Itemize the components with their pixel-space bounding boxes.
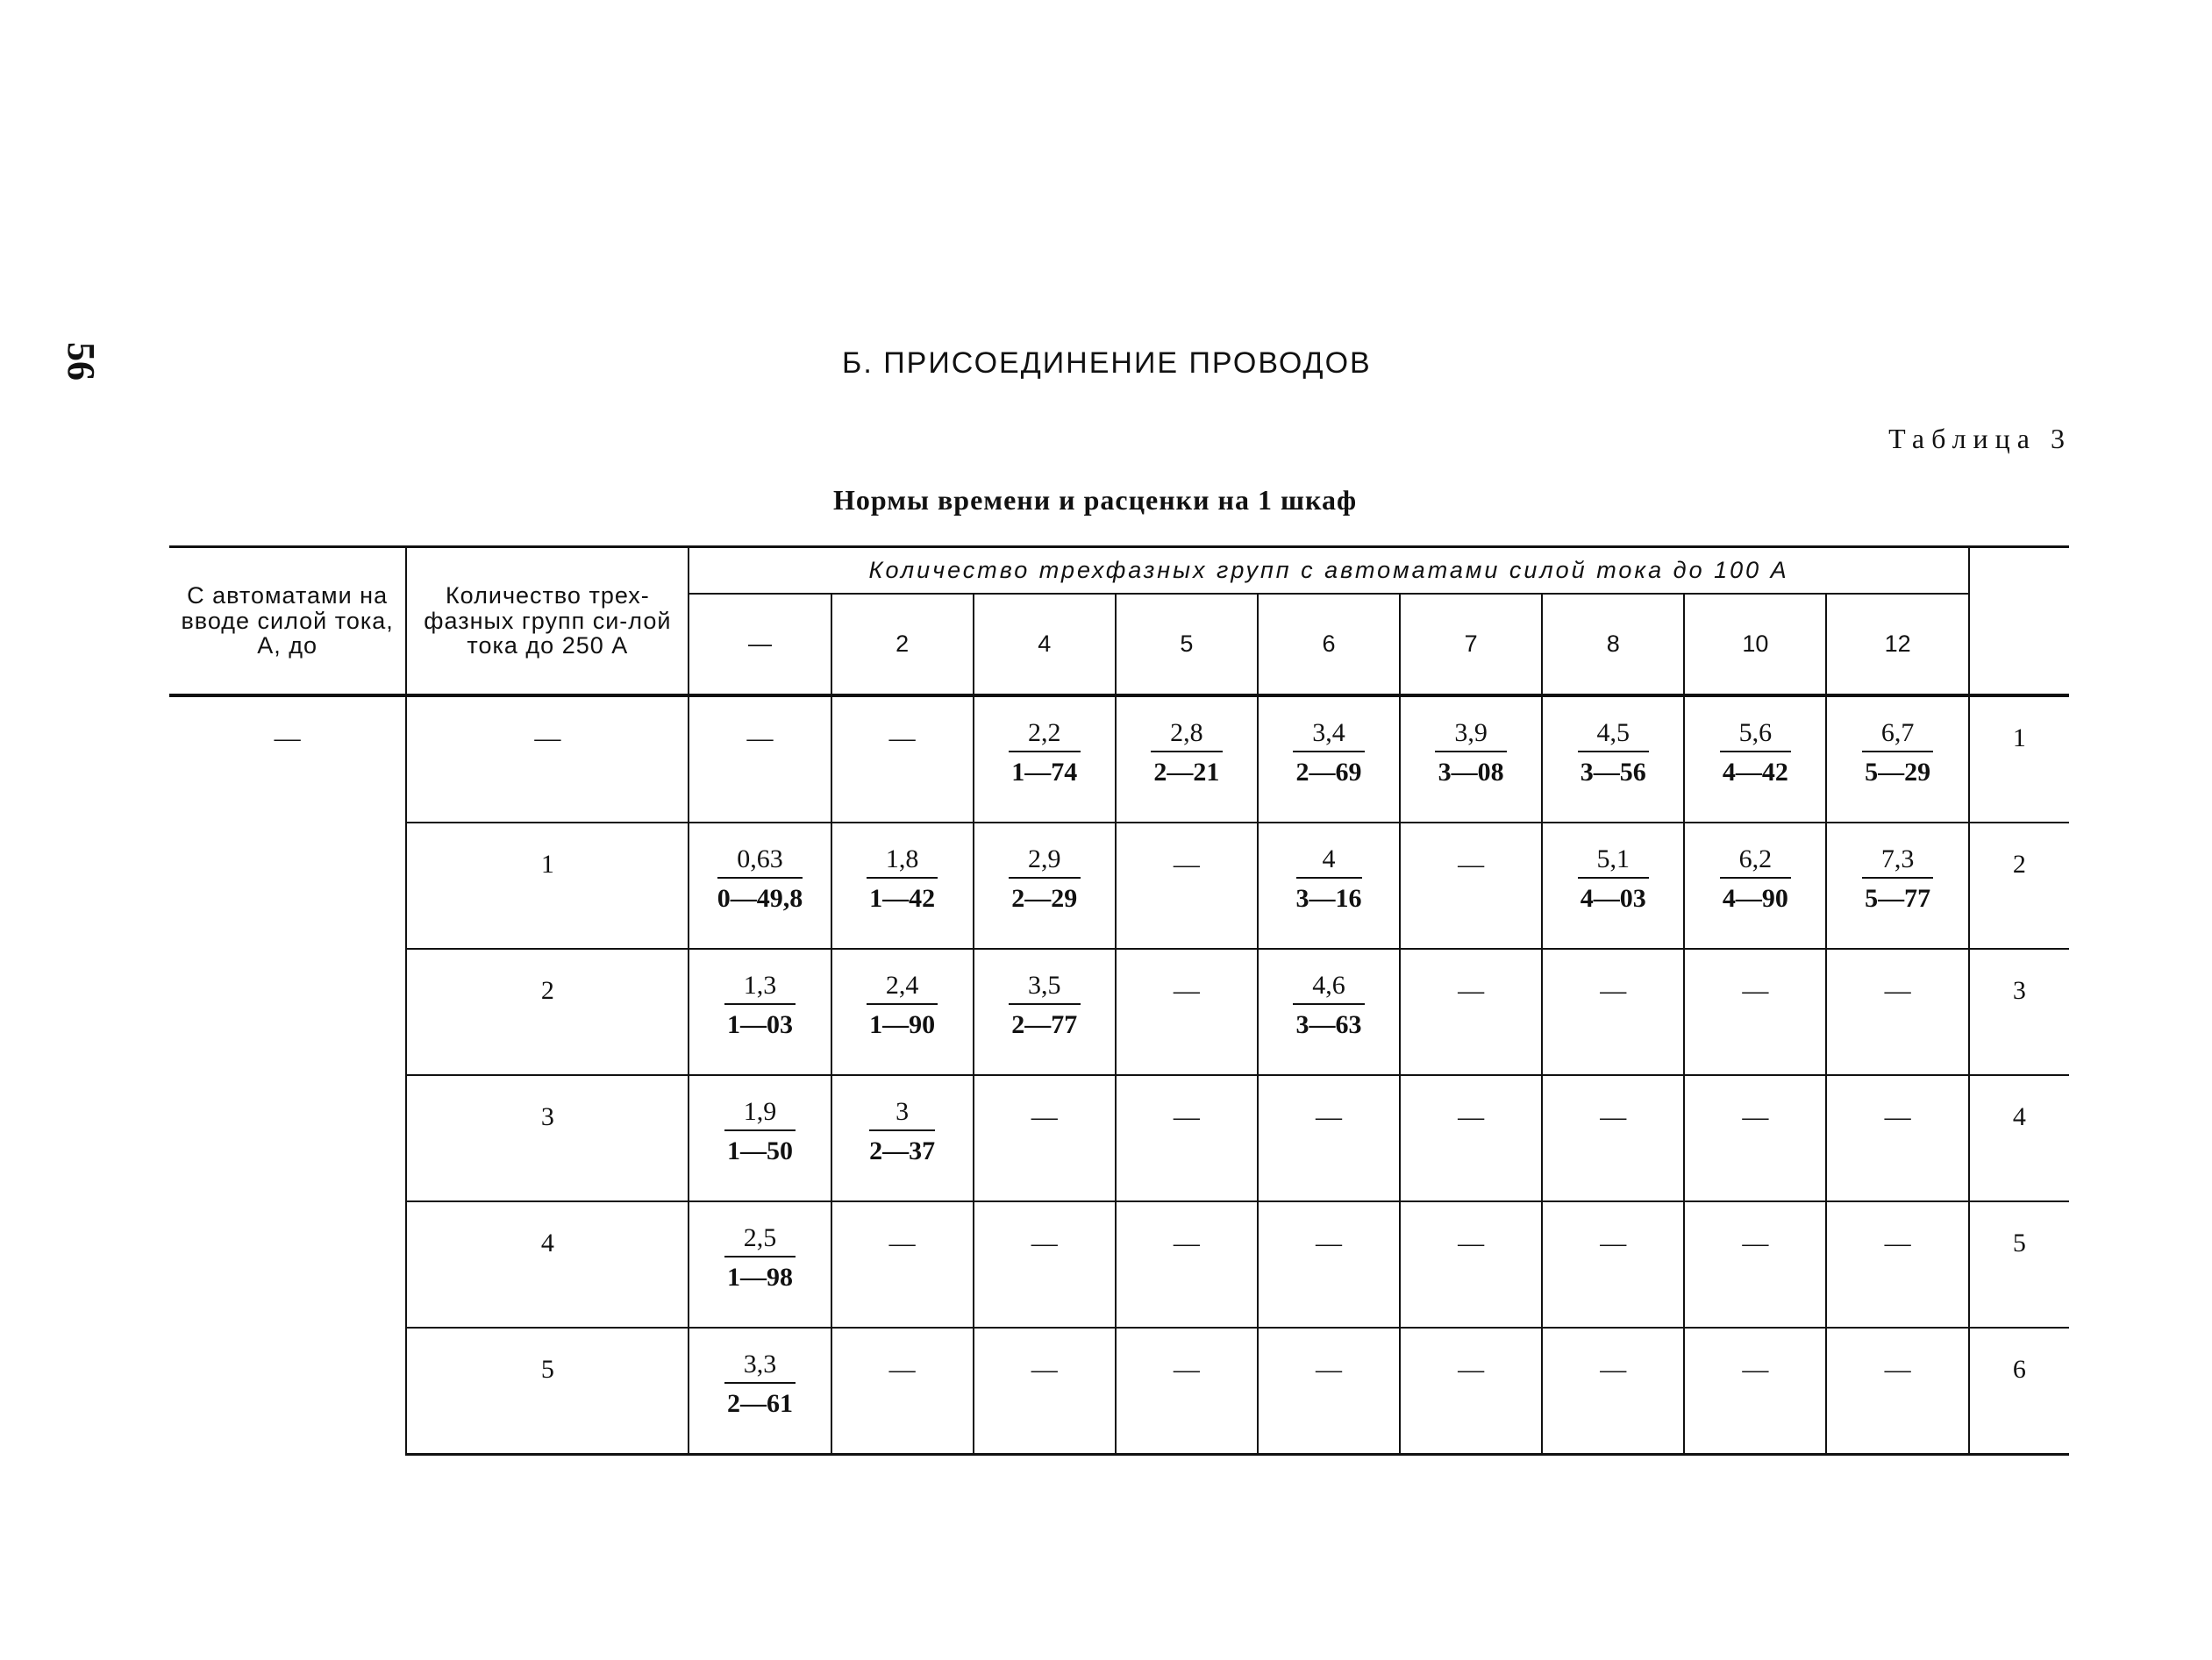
empty-dash: —: [1600, 976, 1627, 1005]
time-norm: 3,3: [724, 1350, 796, 1384]
price-rate: 4—42: [1722, 758, 1788, 787]
norm-fraction: [1720, 844, 1792, 914]
norm-cell: [1542, 1328, 1684, 1455]
header-group-count: 5: [1116, 594, 1258, 695]
time-norm: 6,2: [1720, 844, 1792, 879]
norm-cell: [689, 949, 831, 1075]
norm-cell: [1400, 823, 1542, 949]
norm-cell: [1826, 823, 1968, 949]
norm-cell: [831, 695, 974, 823]
input-current-cell: [169, 695, 406, 1455]
empty-dash: —: [1600, 1355, 1627, 1384]
empty-dash: —: [1173, 1102, 1200, 1131]
norm-cell: [1684, 949, 1826, 1075]
norm-cell: [974, 1075, 1116, 1201]
table-row: [169, 823, 2069, 949]
row-number: 2: [2012, 850, 2026, 879]
norm-cell: [974, 823, 1116, 949]
page-number: 56: [60, 342, 103, 381]
time-norm: 4,5: [1578, 718, 1650, 752]
price-rate: 5—77: [1865, 884, 1931, 913]
row-number-cell: [1969, 823, 2069, 949]
groups-250-cell: [406, 1075, 689, 1201]
header-group-count: 7: [1400, 594, 1542, 695]
norm-fraction: [717, 844, 803, 914]
table-caption: Нормы времени и расценки на 1 шкаф: [833, 484, 1358, 516]
norm-cell: [974, 1201, 1116, 1328]
price-rate: 1—98: [727, 1263, 794, 1292]
price-rate: 1—90: [869, 1010, 936, 1039]
row-number-cell: [1969, 1328, 2069, 1455]
norm-cell: [1684, 1328, 1826, 1455]
norm-fraction: [867, 971, 938, 1040]
empty-dash: —: [1458, 1229, 1485, 1257]
empty-dash: —: [1316, 1355, 1343, 1384]
row-number: 4: [2012, 1102, 2026, 1131]
time-norm: 2,5: [724, 1223, 796, 1257]
norm-fraction: [1862, 718, 1934, 787]
norm-cell: [689, 695, 831, 823]
price-rate: 2—69: [1295, 758, 1362, 787]
row-number: 1: [2012, 723, 2026, 752]
empty-dash: —: [1316, 1229, 1343, 1257]
empty-dash: —: [1600, 1102, 1627, 1131]
price-rate: 4—03: [1580, 884, 1646, 913]
groups-250-cell: [406, 1201, 689, 1328]
norm-cell: [1400, 1328, 1542, 1455]
time-norm: 3,9: [1435, 718, 1507, 752]
price-rate: 1—74: [1011, 758, 1078, 787]
time-norm: 1,8: [867, 844, 938, 879]
empty-dash: —: [1600, 1229, 1627, 1257]
price-rate: 2—29: [1011, 884, 1078, 913]
norm-fraction: [1293, 971, 1365, 1040]
norm-cell: [1116, 1075, 1258, 1201]
norm-cell: [1542, 1075, 1684, 1201]
norm-cell: [1826, 1075, 1968, 1201]
empty-dash: —: [1884, 1355, 1911, 1384]
norm-cell: [831, 949, 974, 1075]
price-rate: 2—21: [1153, 758, 1220, 787]
time-norm: 1,9: [724, 1097, 796, 1131]
time-norm: 2,9: [1009, 844, 1081, 879]
input-current-value: —: [274, 723, 301, 752]
section-title: Б. ПРИСОЕДИНЕНИЕ ПРОВОДОВ: [842, 346, 1372, 380]
empty-dash: —: [1742, 1355, 1769, 1384]
norm-fraction: [1009, 718, 1081, 787]
header-group-count: 12: [1826, 594, 1968, 695]
time-norm: 3: [869, 1097, 935, 1131]
table-body: [169, 695, 2069, 1455]
norm-cell: [974, 695, 1116, 823]
norm-cell: [1684, 1075, 1826, 1201]
groups-250-value: 3: [540, 1102, 554, 1131]
price-rate: 2—77: [1011, 1010, 1078, 1039]
price-rate: 3—08: [1438, 758, 1504, 787]
empty-dash: —: [888, 1229, 916, 1257]
table-row: [169, 1328, 2069, 1455]
price-rate: 1—42: [869, 884, 936, 913]
norm-cell: [1400, 949, 1542, 1075]
norm-cell: [1258, 949, 1400, 1075]
empty-dash: —: [1173, 1229, 1200, 1257]
table-label: Таблица 3: [1888, 423, 2072, 454]
norm-cell: [1826, 1328, 1968, 1455]
norm-cell: [1116, 1201, 1258, 1328]
time-norm: 2,2: [1009, 718, 1081, 752]
norm-fraction: [1862, 844, 1934, 914]
table-row: [169, 695, 2069, 823]
time-norm: 2,4: [867, 971, 938, 1005]
empty-dash: —: [1458, 850, 1485, 879]
header-group-count: 6: [1258, 594, 1400, 695]
norm-fraction: [867, 844, 938, 914]
norm-cell: [1258, 1328, 1400, 1455]
row-number-cell: [1969, 695, 2069, 823]
empty-dash: —: [746, 723, 774, 752]
empty-dash: —: [1884, 1102, 1911, 1131]
empty-dash: —: [1173, 1355, 1200, 1384]
groups-250-cell: [406, 823, 689, 949]
norm-fraction: [1720, 718, 1792, 787]
groups-250-cell: [406, 695, 689, 823]
header-group-count: 4: [974, 594, 1116, 695]
empty-dash: —: [1173, 976, 1200, 1005]
groups-250-value: 2: [540, 976, 554, 1005]
norm-cell: [1116, 949, 1258, 1075]
norm-cell: [974, 1328, 1116, 1455]
empty-dash: —: [1173, 850, 1200, 879]
price-rate: 3—16: [1295, 884, 1362, 913]
norm-fraction: [1151, 718, 1223, 787]
empty-dash: —: [888, 723, 916, 752]
groups-250-value: 4: [540, 1229, 554, 1257]
norm-fraction: [1296, 844, 1362, 914]
time-norm: 1,3: [724, 971, 796, 1005]
table-row: [169, 949, 2069, 1075]
empty-dash: —: [1031, 1102, 1058, 1131]
header-group-count: 2: [831, 594, 974, 695]
empty-dash: —: [1458, 1355, 1485, 1384]
norm-cell: [689, 1075, 831, 1201]
norm-cell: [1684, 823, 1826, 949]
norm-cell: [831, 1328, 974, 1455]
price-rate: 4—90: [1722, 884, 1788, 913]
time-norm: 3,5: [1009, 971, 1081, 1005]
groups-250-value: —: [534, 723, 561, 752]
header-group-count: —: [689, 594, 831, 695]
norm-cell: [1826, 949, 1968, 1075]
time-norm: 4: [1296, 844, 1362, 879]
price-rate: 5—29: [1865, 758, 1931, 787]
norm-cell: [1542, 695, 1684, 823]
price-rate: 1—50: [727, 1136, 794, 1165]
groups-250-value: 1: [540, 850, 554, 879]
norm-cell: [689, 823, 831, 949]
norm-cell: [1684, 695, 1826, 823]
norm-cell: [831, 1201, 974, 1328]
norm-cell: [974, 949, 1116, 1075]
empty-dash: —: [1884, 1229, 1911, 1257]
time-norm: 4,6: [1293, 971, 1365, 1005]
price-rate: 2—61: [727, 1389, 794, 1418]
norm-fraction: [1009, 844, 1081, 914]
row-number: 6: [2012, 1355, 2026, 1384]
time-norm: 7,3: [1862, 844, 1934, 879]
row-number-cell: [1969, 1075, 2069, 1201]
norm-cell: [1542, 1201, 1684, 1328]
norm-cell: [1116, 1328, 1258, 1455]
norm-cell: [1258, 1075, 1400, 1201]
groups-250-cell: [406, 1328, 689, 1455]
empty-dash: —: [1884, 976, 1911, 1005]
norms-table: [169, 545, 2069, 1456]
header-groups-250: Количество трех-фазных групп си-лой тока до 250 А: [406, 547, 689, 696]
price-rate: 0—49,8: [717, 884, 803, 913]
header-group-count: 10: [1684, 594, 1826, 695]
norm-cell: [689, 1328, 831, 1455]
norm-fraction: [869, 1097, 935, 1166]
norm-fraction: [1578, 844, 1650, 914]
norm-cell: [1258, 823, 1400, 949]
norm-fraction: [1293, 718, 1365, 787]
norm-cell: [1400, 695, 1542, 823]
norm-fraction: [1009, 971, 1081, 1040]
groups-250-cell: [406, 949, 689, 1075]
norm-cell: [1258, 695, 1400, 823]
norm-cell: [1400, 1075, 1542, 1201]
price-rate: 3—63: [1295, 1010, 1362, 1039]
empty-dash: —: [1742, 976, 1769, 1005]
time-norm: 0,63: [717, 844, 803, 879]
time-norm: 5,6: [1720, 718, 1792, 752]
norm-fraction: [724, 971, 796, 1040]
header-groups-100: Количество трехфазных групп с автоматами силой тока до 100 А: [689, 547, 1968, 595]
row-number: 3: [2012, 976, 2026, 1005]
norm-cell: [689, 1201, 831, 1328]
norm-cell: [1542, 949, 1684, 1075]
price-rate: 1—03: [727, 1010, 794, 1039]
groups-250-value: 5: [540, 1355, 554, 1384]
norm-cell: [1684, 1201, 1826, 1328]
norm-fraction: [1435, 718, 1507, 787]
norm-fraction: [724, 1350, 796, 1419]
empty-dash: —: [1031, 1355, 1058, 1384]
header-input-current: С автоматами на вводе силой тока, А, до: [169, 547, 406, 696]
empty-dash: —: [888, 1355, 916, 1384]
norm-cell: [1116, 695, 1258, 823]
time-norm: 6,7: [1862, 718, 1934, 752]
header-row-number: [1969, 547, 2069, 696]
norm-cell: [831, 823, 974, 949]
empty-dash: —: [1031, 1229, 1058, 1257]
table-row: [169, 1201, 2069, 1328]
norm-fraction: [724, 1223, 796, 1293]
time-norm: 3,4: [1293, 718, 1365, 752]
price-rate: 2—37: [869, 1136, 936, 1165]
empty-dash: —: [1742, 1102, 1769, 1131]
norm-cell: [1542, 823, 1684, 949]
norm-cell: [1400, 1201, 1542, 1328]
row-number-cell: [1969, 1201, 2069, 1328]
empty-dash: —: [1458, 976, 1485, 1005]
time-norm: 5,1: [1578, 844, 1650, 879]
norm-cell: [1826, 695, 1968, 823]
norm-fraction: [724, 1097, 796, 1166]
norm-fraction: [1578, 718, 1650, 787]
norm-cell: [1116, 823, 1258, 949]
price-rate: 3—56: [1580, 758, 1646, 787]
row-number-cell: [1969, 949, 2069, 1075]
empty-dash: —: [1742, 1229, 1769, 1257]
norm-cell: [1826, 1201, 1968, 1328]
norm-cell: [1258, 1201, 1400, 1328]
norm-cell: [831, 1075, 974, 1201]
row-number: 5: [2012, 1229, 2026, 1257]
empty-dash: —: [1458, 1102, 1485, 1131]
empty-dash: —: [1316, 1102, 1343, 1131]
header-group-count: 8: [1542, 594, 1684, 695]
table-row: [169, 1075, 2069, 1201]
time-norm: 2,8: [1151, 718, 1223, 752]
